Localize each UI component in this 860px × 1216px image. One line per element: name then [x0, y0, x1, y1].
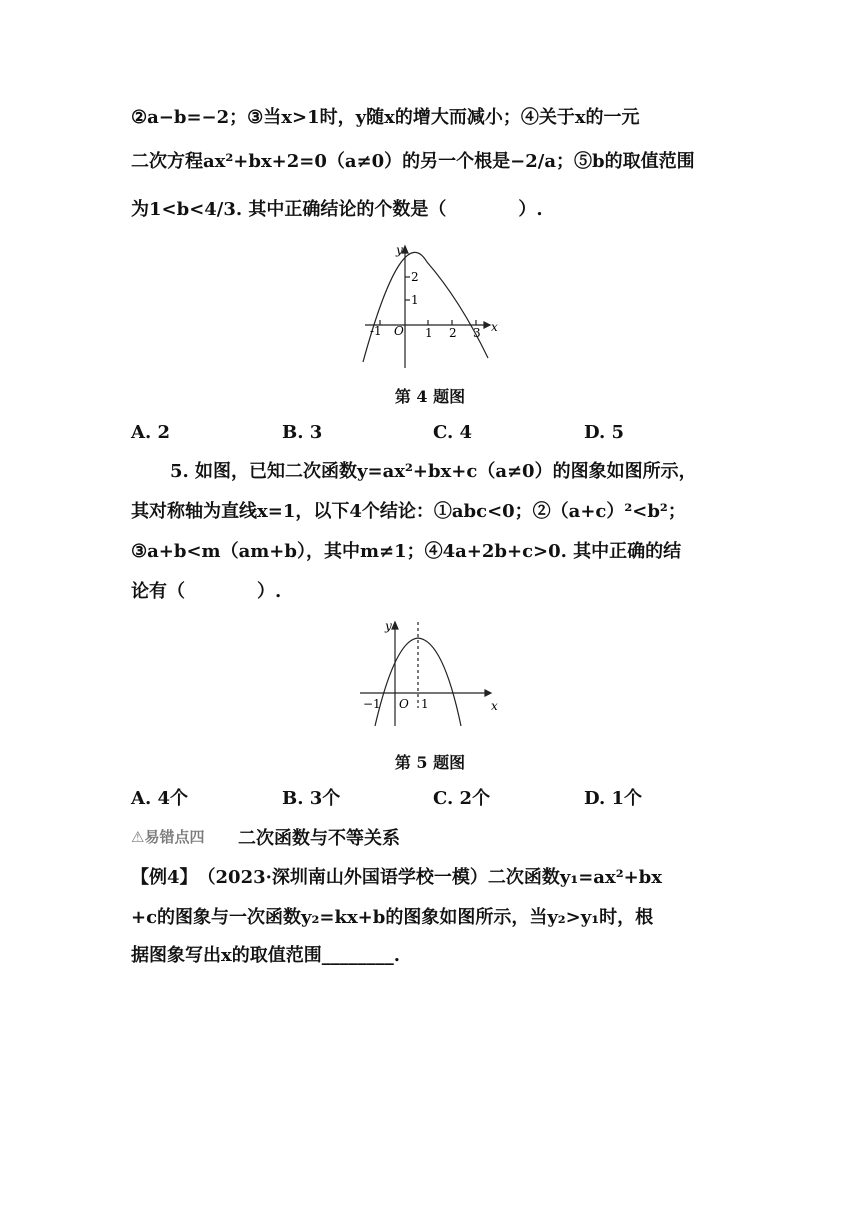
figure-4-graph [360, 240, 500, 370]
fig4-y-label: y [396, 243, 403, 257]
q4-option-c: C. 4 [433, 422, 473, 443]
fig4-xtick-neg1: -1 [370, 324, 382, 338]
fig5-y-arrow [392, 622, 398, 629]
q4-line1: ②a−b=−2；③当x>1时，y随x的增大而减小；④关于x的一元 [131, 107, 640, 128]
q4-option-d: D. 5 [584, 422, 625, 443]
fig5-x-label: x [491, 699, 498, 713]
q5-option-d: D. 1个 [584, 788, 643, 809]
q5-option-c: C. 2个 [433, 788, 491, 809]
section-tag: ⚠易错点四 [131, 828, 205, 846]
fig5-xtick-1: 1 [421, 697, 429, 711]
fig4-ytick-1: 1 [411, 293, 419, 307]
example4-line3: 据图象写出x的取值范围________. [131, 945, 400, 966]
example4-line1: 【例4】 （2023·深圳南山外国语学校一模）二次函数y₁=ax²+bx [131, 867, 662, 888]
q5-line3: ③a+b<m（am+b），其中m≠1；④4a+2b+c>0. 其中正确的结 [131, 541, 682, 562]
fig4-xtick-2: 2 [449, 326, 457, 340]
fig5-xtick-neg1: −1 [363, 697, 381, 711]
fig4-x-arrow [484, 322, 490, 328]
fig4-x-label: x [491, 320, 498, 334]
q4-line3: 为1<b<4/3. 其中正确结论的个数是（ ）. [131, 199, 543, 220]
q4-option-b: B. 3 [282, 422, 323, 443]
q5-option-b: B. 3个 [282, 788, 341, 809]
fig5-x-arrow [485, 690, 491, 696]
q4-option-a: A. 2 [131, 422, 171, 443]
fig5-y-label: y [385, 619, 392, 633]
q4-line2: 二次方程ax²+bx+2=0（a≠0）的另一个根是−2/a；⑤b的取值范围 [131, 151, 695, 172]
q5-option-a: A. 4个 [131, 788, 189, 809]
figure-4-caption: 第 4 题图 [394, 387, 466, 406]
fig4-ytick-2: 2 [411, 270, 419, 284]
fig4-xtick-3: 3 [473, 326, 481, 340]
figure-5-caption: 第 5 题图 [394, 753, 466, 772]
q5-line4: 论有（ ）. [131, 581, 282, 602]
example4-line2: +c的图象与一次函数y₂=kx+b的图象如图所示，当y₂>y₁时，根 [131, 907, 654, 928]
fig4-parabola [363, 252, 488, 362]
fig4-y-arrow [402, 246, 408, 253]
q5-line1: 5. 如图，已知二次函数y=ax²+bx+c（a≠0）的图象如图所示， [170, 461, 697, 482]
q5-line2: 其对称轴为直线x=1，以下4个结论：①abc<0；②（a+c）²<b²； [131, 501, 686, 522]
section-title: 二次函数与不等关系 [238, 828, 400, 849]
fig4-xtick-1: 1 [425, 326, 433, 340]
fig4-origin: O [394, 324, 404, 338]
figure-5-graph [355, 618, 505, 728]
fig5-origin: O [399, 697, 409, 711]
